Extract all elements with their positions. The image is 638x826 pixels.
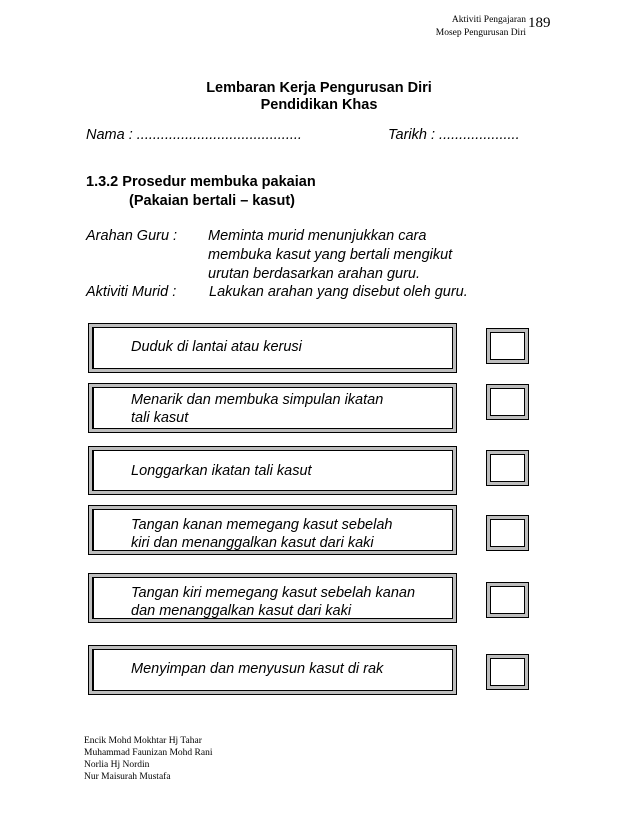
step-box	[88, 446, 457, 495]
step-text: tali kasut	[131, 410, 189, 426]
checkbox[interactable]	[486, 582, 529, 618]
checkbox[interactable]	[486, 450, 529, 486]
section-subheading: (Pakaian bertali – kasut)	[129, 193, 296, 209]
worksheet-title: Lembaran Kerja Pengurusan Diri	[206, 80, 432, 96]
checkbox[interactable]	[486, 515, 529, 551]
worksheet-subtitle: Pendidikan Khas	[260, 97, 378, 113]
teacher-instruction-line: membuka kasut yang bertali mengikut	[208, 247, 453, 263]
page-number: 189	[528, 15, 551, 31]
step-box	[88, 505, 457, 555]
name-field: Nama : .........................................	[86, 127, 302, 143]
footer-author: Nur Maisurah Mustafa	[84, 772, 171, 782]
student-activity-label: Aktiviti Murid :	[86, 284, 177, 300]
step-text: Tangan kiri memegang kasut sebelah kanan	[131, 585, 416, 601]
step-box	[88, 645, 457, 695]
date-field: Tarikh : ....................	[388, 127, 520, 143]
checkbox[interactable]	[486, 654, 529, 690]
step-text: kiri dan menanggalkan kasut dari kaki	[131, 535, 374, 551]
step-box	[88, 323, 457, 373]
step-text: Longgarkan ikatan tali kasut	[131, 463, 312, 479]
footer-author: Muhammad Faunizan Mohd Rani	[84, 748, 213, 758]
step-box	[88, 573, 457, 623]
step-text: Tangan kanan memegang kasut sebelah	[131, 517, 393, 533]
step-text: Menyimpan dan menyusun kasut di rak	[131, 661, 384, 677]
header-subject: Aktiviti Pengajaran	[451, 15, 526, 25]
footer-author: Norlia Hj Nordin	[84, 760, 150, 770]
step-text: dan menanggalkan kasut dari kaki	[131, 603, 352, 619]
step-text: Menarik dan membuka simpulan ikatan	[131, 392, 384, 408]
checkbox[interactable]	[486, 384, 529, 420]
student-activity-text: Lakukan arahan yang disebut oleh guru.	[209, 284, 468, 300]
teacher-instruction-label: Arahan Guru :	[86, 228, 178, 244]
teacher-instruction-line: Meminta murid menunjukkan cara	[208, 228, 427, 244]
teacher-instruction-line: urutan berdasarkan arahan guru.	[208, 266, 421, 282]
section-heading: 1.3.2 Prosedur membuka pakaian	[86, 174, 316, 190]
step-box	[88, 383, 457, 433]
header-module: Mosep Pengurusan Diri	[435, 28, 526, 38]
footer-author: Encik Mohd Mokhtar Hj Tahar	[84, 736, 202, 746]
step-text: Duduk di lantai atau kerusi	[131, 339, 302, 355]
checkbox[interactable]	[486, 328, 529, 364]
